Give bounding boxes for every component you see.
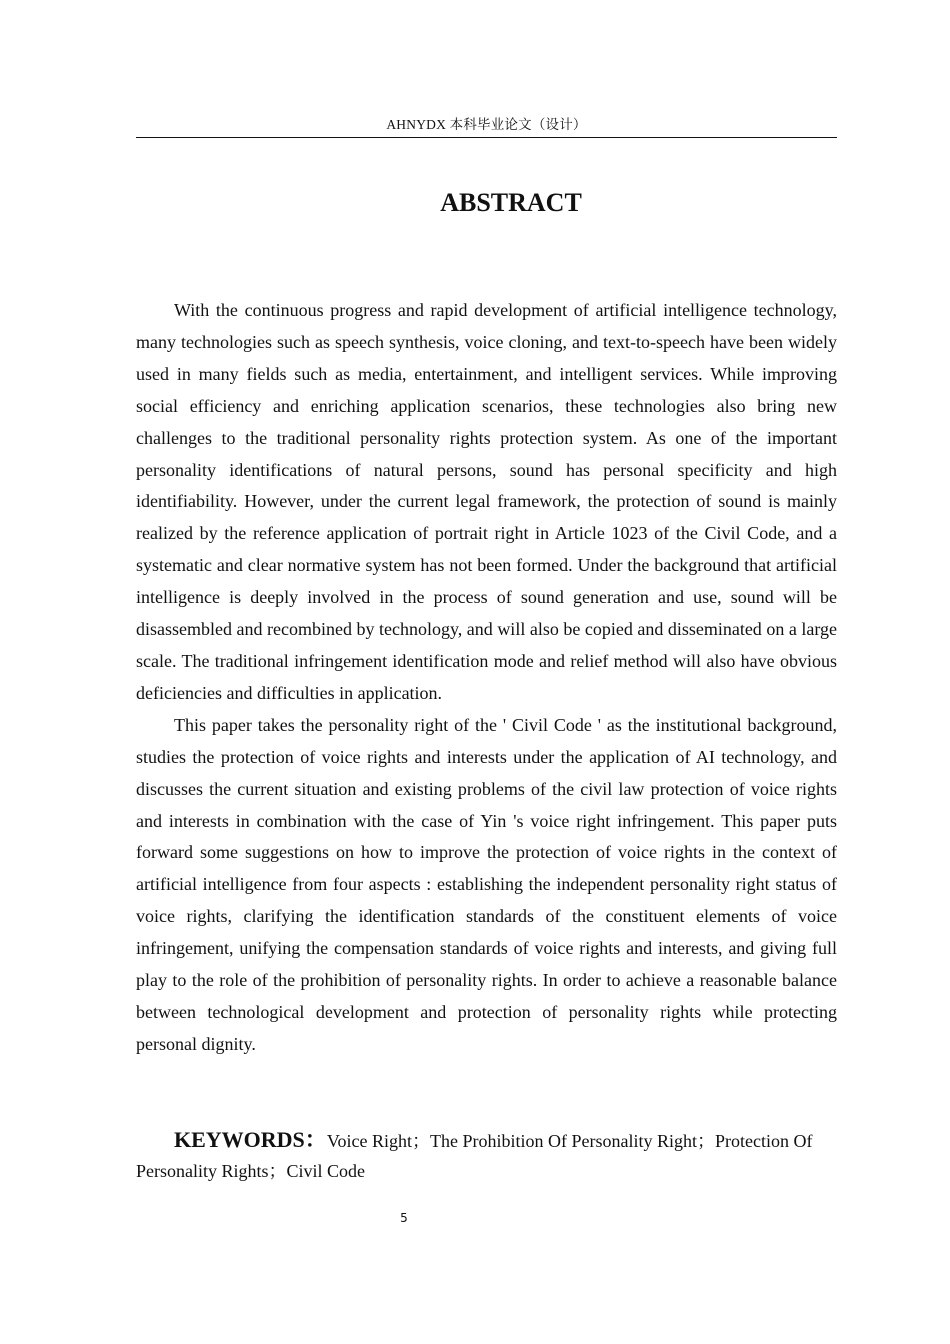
page-number: 5 <box>400 1211 408 1225</box>
keywords-line <box>136 1125 837 1186</box>
keywords-label: KEYWORDS： <box>174 1127 327 1152</box>
abstract-body <box>136 295 837 1061</box>
running-header: AHNYDX 本科毕业论文（设计） <box>386 117 587 132</box>
keywords-text: Voice Right；The Prohibition Of Personality Right；Protection Of Personality Rights；Civil Code <box>136 1131 813 1181</box>
header-divider <box>136 137 837 138</box>
abstract-paragraph-2: This paper takes the personality right of the ' Civil Code ' as the institutional background, studies the protection of voice rights and interests under the application of AI technology, and discusses the current situation and existing problems of the civil law protection of voice rights and interests in combination with the case of Yin 's voice right infringement. This paper puts forward some suggestions on how to improve the protection of voice rights in the context of artificial intelligence from four aspects : establishing the independent personality right status of voice rights, clarifying the identification standards of the constituent elements of voice infringement, unifying the compensation standards of voice rights and interests, and giving full play to the role of the prohibition of personality rights. In order to achieve a reasonable balance between technological development and protection of personality rights while protecting personal dignity. <box>136 714 837 1054</box>
abstract-paragraph-1: With the continuous progress and rapid development of artificial intelligence technology, many technologies such as speech synthesis, voice cloning, and text-to-speech have been widely used in many fields such as media, entertainment, and intelligent services. While improving social efficiency and enriching application scenarios, these technologies also bring new challenges to the traditional personality rights protection system. As one of the important personality identifications of natural persons, sound has personal specificity and high identifiability. However, under the current legal framework, the protection of sound is mainly realized by the reference application of portrait right in Article 1023 of the Civil Code, and a systematic and clear normative system has not been formed. Under the background that artificial intelligence is deeply involved in the process of sound generation and use, sound will be disassembled and recombined by technology, and will also be copied and disseminated on a large scale. The traditional infringement identification mode and relief method will also have obvious deficiencies and difficulties in application. <box>136 300 837 703</box>
abstract-title: ABSTRACT <box>440 188 582 217</box>
